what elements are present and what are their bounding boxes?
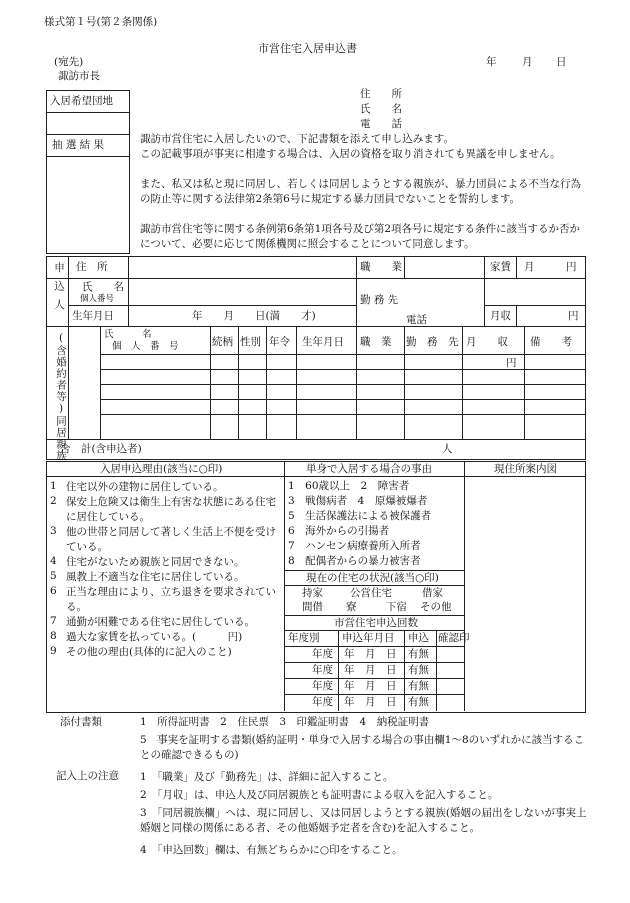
family-name-header: 氏 名	[104, 329, 152, 340]
single-reason-line: 7 ハンセン病療養所入所者	[288, 540, 421, 552]
map-header: 現住所案内図	[494, 463, 557, 475]
attachments-label: 添付書類	[60, 716, 102, 728]
reason-no: 1	[50, 480, 57, 492]
reason-text: 正当な理由により、立ち退きを要求されている。	[66, 586, 276, 613]
count-flag[interactable]: 有無	[408, 648, 429, 660]
note-3: 3 「同居親族欄」へは、現に同居し、又は同居しようとする親族(婚姻の届出をしないが事実上婚姻と同様の関係にある者、その他婚姻予定者を含む)を記入すること。	[140, 807, 587, 834]
single-reason-line: 8 配偶者からの暴力被害者	[288, 555, 421, 567]
form-number: 様式第１号(第２条関係)	[44, 16, 158, 28]
family-dob-header: 生年月日	[302, 336, 344, 348]
family-income-header: 月 収	[466, 336, 508, 348]
count-date: 年 月 日	[344, 648, 397, 660]
rent-unit: 月 円	[524, 261, 577, 273]
count-date: 年 月 日	[344, 680, 397, 692]
housing-option: 公営住宅	[350, 587, 392, 599]
housing-option: その他	[420, 601, 452, 613]
reason-text: その他の理由(具体的に記入のこと)	[66, 646, 232, 658]
count-flag[interactable]: 有無	[408, 664, 429, 676]
desired-complex-label: 入居希望団地	[50, 95, 113, 107]
reason-no: 4	[50, 555, 57, 567]
single-reason-line: 3 戦傷病者 4 原爆被爆者	[288, 495, 428, 507]
date-year: 年	[486, 56, 497, 68]
applicant-phone-field-label: 電話	[406, 314, 427, 326]
count-date: 年 月 日	[344, 664, 397, 676]
reason-text: 保安上危険又は衛生上有害な状態にある住宅に居住している。	[66, 496, 276, 523]
applicant-name-field-label: 氏 名	[82, 281, 124, 293]
reason-no: 8	[50, 630, 57, 642]
reason-text: 風教上不適当な住宅に居住している。	[66, 571, 245, 583]
top-left-box	[46, 90, 130, 254]
single-reason-line: 5 生活保護法による被保護者	[288, 510, 432, 522]
housing-option: 間借	[302, 601, 323, 613]
rent-label: 家賃	[490, 261, 511, 273]
reason-text: 住宅がないため親族と同居できない。	[66, 556, 245, 568]
reason-no: 7	[50, 615, 57, 627]
applicant-family-table	[46, 256, 586, 460]
count-date: 年 月 日	[344, 696, 397, 708]
form-title: 市営住宅入居申込書	[258, 42, 357, 55]
single-reasons-header: 単身で入居する場合の事由	[306, 463, 432, 475]
count-col-header: 申込年月日	[342, 632, 395, 644]
reason-no: 5	[50, 570, 57, 582]
single-reason-line: 6 海外からの引揚者	[288, 525, 390, 537]
lottery-result-label: 抽 選 結 果	[52, 139, 105, 151]
housing-option: 寮	[346, 601, 357, 613]
declaration-2: この記載事項が事実に相違する場合は、入居の資格を取り消されても異議を申しません。	[140, 148, 561, 160]
declaration-4: 諏訪市営住宅等に関する条例第6条第1項各号及び第2項各号に規定する条件に該当するか否かについて、必要に応じて関係機関に照会することについて同意します。	[140, 223, 581, 250]
total-people-unit: 人	[442, 443, 453, 455]
count-col-header: 年度別	[288, 632, 320, 644]
current-housing-header: 現在の住宅の状況(該当○印)	[306, 572, 439, 584]
applicant-address-label: 住 所	[360, 88, 402, 100]
family-workplace-header: 勤 務 先	[406, 336, 459, 348]
applicant-dob-format: 年 月 日(満 才)	[192, 310, 316, 322]
count-col-header: 確認印	[438, 632, 470, 644]
reason-no: 9	[50, 645, 57, 657]
income-yen: 円	[568, 310, 579, 322]
income-label: 月収	[490, 310, 511, 322]
single-reason-line: 1 60歳以上 2 障害者	[288, 480, 410, 492]
total-label: 合 計(含申込者)	[60, 443, 142, 455]
housing-option: 持家	[302, 587, 323, 599]
count-year: 年度	[312, 648, 333, 660]
note-4: 4 「申込回数」欄は、有無どちらかに○印をすること。	[140, 844, 403, 856]
attachments-line-2: 5 事実を証明する書類(婚約証明・単身で入居する場合の事由欄1〜8のいずれかに該当することの確認できるもの)	[140, 734, 585, 761]
declaration-1: 諏訪市営住宅に入居したいので、下記書類を添えて申し込みます。	[140, 133, 454, 145]
attachments-line-1: 1 所得証明書 2 住民票 3 印鑑証明書 4 納税証明書	[140, 716, 430, 728]
reasons-header: 入居申込理由(該当に○印)	[100, 463, 223, 475]
count-flag[interactable]: 有無	[408, 696, 429, 708]
family-age-header: 年令	[269, 336, 290, 348]
family-sex-header: 性別	[240, 336, 261, 348]
count-year: 年度	[312, 680, 333, 692]
applicant-occupation-label: 職 業	[360, 261, 402, 273]
applicant-side-label: 申込人	[53, 262, 65, 318]
note-1: 1 「職業」及び「勤務先」は、詳細に記入すること。	[140, 771, 394, 783]
count-year: 年度	[312, 664, 333, 676]
reason-text: 他の世帯と同居して著しく生活上不便を受けている。	[66, 526, 276, 553]
reason-text: 通勤が困難である住宅に居住している。	[66, 616, 255, 628]
reason-text: 過大な家賃を払っている。( 円)	[66, 631, 243, 643]
addressee-label: (宛先)	[54, 56, 84, 68]
family-relation-header: 続柄	[212, 336, 233, 348]
applicant-phone-label: 電 話	[360, 118, 402, 130]
addressee-name: 諏訪市長	[58, 70, 100, 82]
applicant-address-field-label: 住 所	[76, 261, 108, 273]
family-income-yen: 円	[506, 357, 517, 369]
date-month: 月	[522, 56, 533, 68]
count-year: 年度	[312, 696, 333, 708]
family-personal-no-header: 個 人 番 号	[112, 341, 179, 352]
application-count-header: 市営住宅申込回数	[334, 617, 418, 629]
applicant-dob-label: 生年月日	[72, 310, 114, 322]
family-occupation-header: 職 業	[360, 336, 392, 348]
declaration-3: また、私又は私と現に同居し、若しくは同居しようとする親族が、暴力団員による不当な行為の防止等に関する法律第2条第6号に規定する暴力団員でないことを誓約します。	[140, 178, 581, 205]
applicant-workplace-label: 勤 務 先	[360, 294, 399, 306]
date-day: 日	[556, 56, 567, 68]
applicant-personal-no-label: 個人番号	[80, 294, 115, 304]
note-2: 2 「月収」は、申込人及び同居親族とも証明書による収入を記入すること。	[140, 789, 499, 801]
reason-text: 住宅以外の建物に居住している。	[66, 481, 224, 493]
family-notes-header: 備 考	[530, 336, 572, 348]
family-side-label: (含婚約者等)同居親族	[55, 332, 67, 462]
applicant-name-label: 氏 名	[360, 103, 402, 115]
count-col-header: 申込	[408, 632, 429, 644]
notes-label: 記入上の注意	[56, 770, 119, 782]
reason-no: 6	[50, 585, 57, 597]
housing-option: 下宿	[386, 601, 407, 613]
housing-option: 借家	[422, 587, 443, 599]
reason-no: 2	[50, 495, 57, 507]
reason-no: 3	[50, 525, 57, 537]
count-flag[interactable]: 有無	[408, 680, 429, 692]
